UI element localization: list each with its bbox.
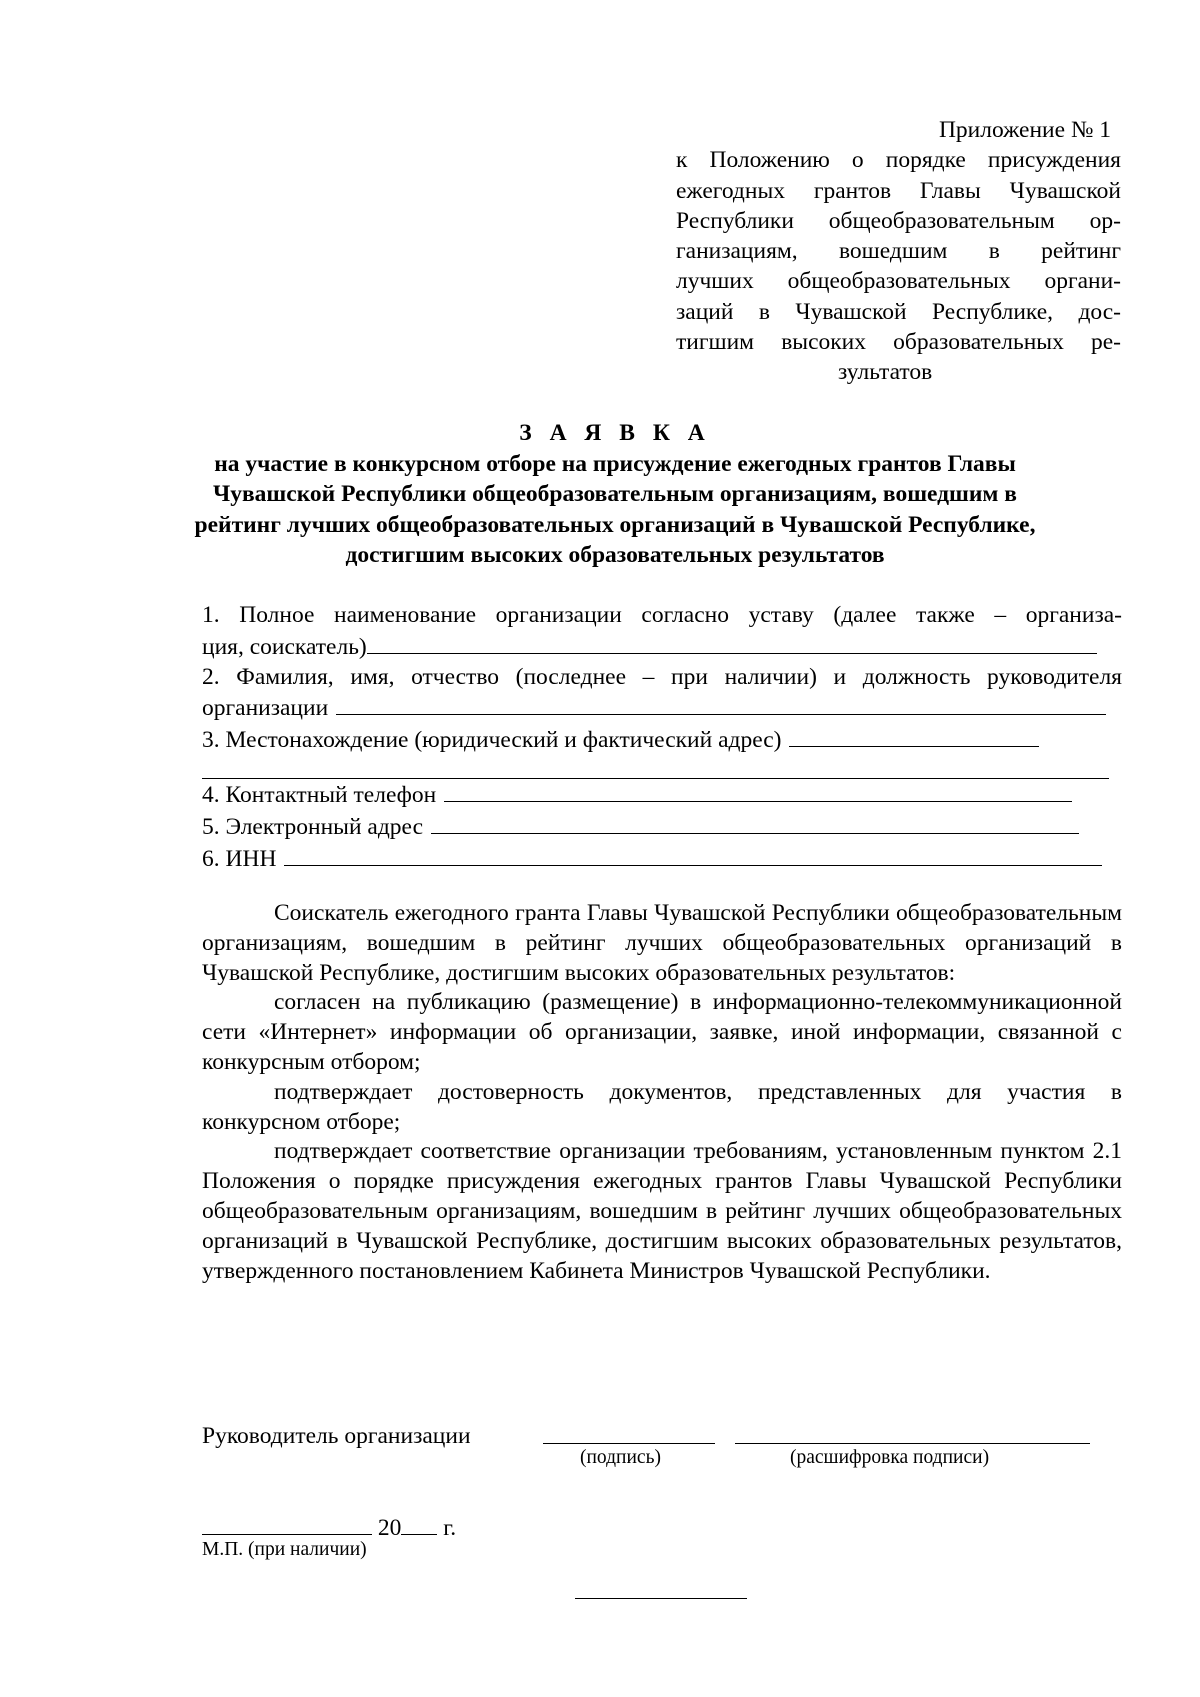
title-word: З А Я В К А [519,420,711,446]
annex-line: заций в Чувашской Республике, дос- [676,298,1121,325]
field-1-label-cont: ция, соискатель) [202,633,367,660]
annex-line: тигшим высоких образовательных ре- [676,329,1121,356]
stamp-note: М.П. (при наличии) [202,1539,367,1560]
field-2-label: 2. Фамилия, имя, отчество (последнее – при наличии) и должность руководителя [202,663,1122,690]
field-6-label: 6. ИНН [202,845,277,872]
annex-number: Приложение № 1 [938,117,1111,143]
field-5-row [202,811,1122,843]
annex-line: ежегодных грантов Главы Чувашской [676,177,1121,204]
signature-line[interactable] [543,1443,715,1444]
field-5-label: 5. Электронный адрес [202,813,424,840]
field-1-input-line[interactable] [367,631,1097,654]
field-3-input-line[interactable] [789,724,1039,747]
field-3-input-line-2[interactable] [202,756,1109,779]
annex-line: лучших общеобразовательных органи- [676,268,1121,295]
consent-section [202,899,1122,1286]
year-line[interactable] [401,1512,437,1535]
signature-label: Руководитель организации [202,1423,471,1449]
field-4-row [202,779,1122,811]
field-2-row [202,692,1122,724]
application-fields [202,601,1122,874]
annex-header [676,115,1121,388]
field-3-row [202,724,1122,756]
signature-decode-caption: (расшифровка подписи) [790,1447,990,1468]
field-5-input-line[interactable] [431,811,1079,834]
field-6-input-line[interactable] [284,843,1102,866]
field-3-row-cont [202,756,1122,779]
field-4-label: 4. Контактный телефон [202,781,437,808]
field-2-input-line[interactable] [336,692,1106,715]
end-separator-line [575,1598,747,1599]
signature-caption: (подпись) [580,1447,661,1468]
field-2-label-cont: организации [202,695,329,722]
field-6-row [202,843,1122,875]
year-suffix: г. [443,1515,457,1541]
annex-line: Республики общеобразовательным ор- [676,207,1121,234]
signature-decode-line[interactable] [735,1443,1090,1444]
field-3-label: 3. Местонахождение (юридический и фактический адрес) [202,727,782,754]
date-row [202,1512,456,1542]
consent-item: подтверждает соответствие организации требованиям, установленным пунктом 2.1 Положения о порядке присуждения ежегодных грантов Главы Чувашской Республики общеобразовательным организациям, вошедшим в рейтинг лучших общеобразовательных организаций в Чувашской Республике, достигшим высоких образовательных результатов, утвержденного постановлением Кабинета Министров Чувашской Республики. [202,1138,1122,1284]
date-day-month-line[interactable] [202,1512,372,1535]
consent-item: подтверждает достоверность документов, представленных для участия в конкурсном отборе; [202,1078,1122,1135]
annex-line: ганизациям, вошедшим в рейтинг [676,238,1121,265]
year-prefix: 20 [377,1515,402,1541]
annex-line: к Положению о порядке присуждения [676,147,1121,174]
annex-line-last: зультатов [838,359,933,386]
document-title [190,418,1040,571]
consent-item: согласен на публикацию (размещение) в информационно-телекоммуникационной сети «Интернет» информации об организации, заявке, иной информации, связанной с конкурсным отбором; [202,989,1122,1075]
field-1-row [202,631,1122,663]
field-4-input-line[interactable] [444,779,1072,802]
title-subtitle: на участие в конкурсном отборе на присуждение ежегодных грантов Главы Чувашской Республики общеобразовательным организациям, вошедшим в рейтинг лучших общеобразовательных организаций в Чувашской Республике, достигшим высоких образовательных результатов [194,450,1036,568]
consent-intro: Соискатель ежегодного гранта Главы Чувашской Республики общеобразовательным организациям, вошедшим в рейтинг лучших общеобразовательных организаций в Чувашской Республике, достигшим высоких образовательных результатов: [202,900,1122,986]
field-1-label: 1. Полное наименование организации согласно уставу (далее также – организа- [202,602,1122,628]
